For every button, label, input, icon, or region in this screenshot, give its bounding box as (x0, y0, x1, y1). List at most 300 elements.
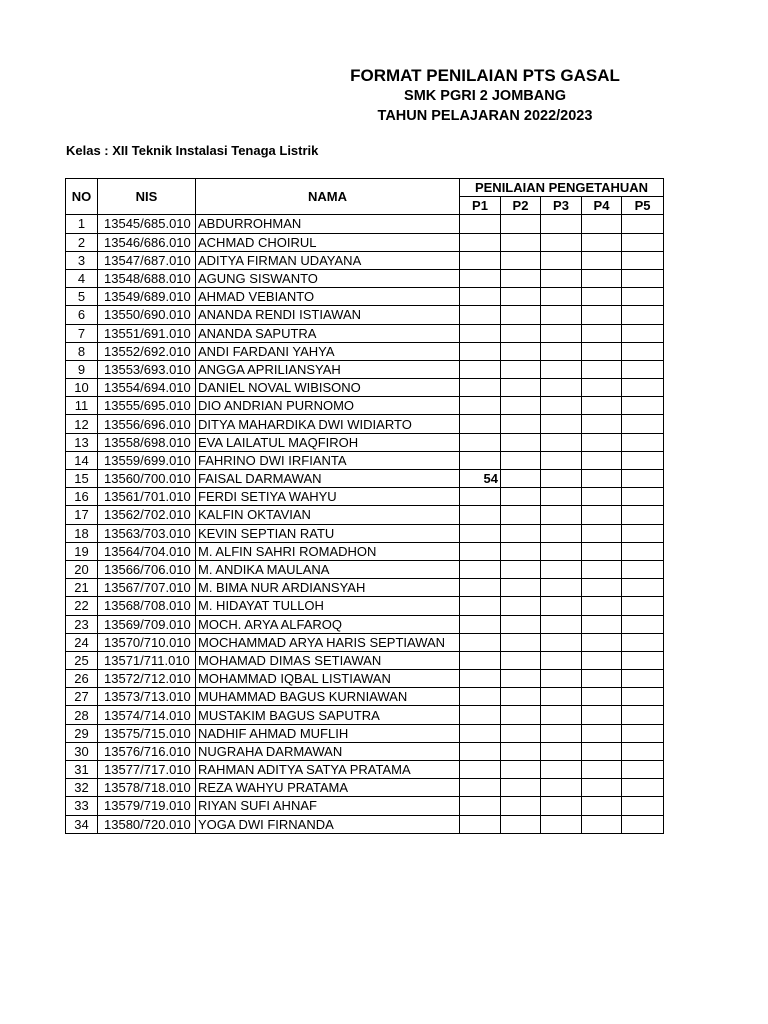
row-nis: 13548/688.010 (98, 269, 196, 287)
row-score-p1 (460, 415, 501, 433)
row-score-p2 (501, 560, 541, 578)
table-row (66, 797, 664, 815)
row-nis: 13571/711.010 (98, 651, 196, 669)
row-nis: 13578/718.010 (98, 779, 196, 797)
row-score-p3 (541, 488, 582, 506)
row-score-p5 (622, 288, 664, 306)
row-nis: 13552/692.010 (98, 342, 196, 360)
row-nis: 13576/716.010 (98, 742, 196, 760)
row-score-p4 (582, 288, 622, 306)
row-score-p1 (460, 761, 501, 779)
table-row (66, 251, 664, 269)
row-nama: DITYA MAHARDIKA DWI WIDIARTO (196, 415, 460, 433)
row-nis: 13575/715.010 (98, 724, 196, 742)
row-score-p3 (541, 233, 582, 251)
row-score-p1 (460, 670, 501, 688)
row-nama: YOGA DWI FIRNANDA (196, 815, 460, 833)
row-nis: 13551/691.010 (98, 324, 196, 342)
school-name: SMK PGRI 2 JOMBANG (404, 88, 566, 104)
row-score-p4 (582, 633, 622, 651)
row-nis: 13553/693.010 (98, 360, 196, 378)
row-nis: 13546/686.010 (98, 233, 196, 251)
row-score-p4 (582, 233, 622, 251)
row-nis: 13556/696.010 (98, 415, 196, 433)
row-nis: 13569/709.010 (98, 615, 196, 633)
row-score-p3 (541, 451, 582, 469)
row-score-p1 (460, 524, 501, 542)
row-nis: 13554/694.010 (98, 379, 196, 397)
row-score-p4 (582, 415, 622, 433)
row-nama: KEVIN SEPTIAN RATU (196, 524, 460, 542)
row-nama: RAHMAN ADITYA SATYA PRATAMA (196, 761, 460, 779)
table-row (66, 215, 664, 233)
row-nama: KALFIN OKTAVIAN (196, 506, 460, 524)
row-score-p5 (622, 524, 664, 542)
row-score-p4 (582, 615, 622, 633)
row-nama: M. BIMA NUR ARDIANSYAH (196, 579, 460, 597)
row-nama: ANDI FARDANI YAHYA (196, 342, 460, 360)
row-score-p4 (582, 742, 622, 760)
row-score-p4 (582, 488, 622, 506)
row-nis: 13572/712.010 (98, 670, 196, 688)
row-score-p5 (622, 633, 664, 651)
row-no: 29 (66, 724, 98, 742)
row-score-p4 (582, 379, 622, 397)
row-score-p4 (582, 724, 622, 742)
row-nama: MOHAMMAD IQBAL LISTIAWAN (196, 670, 460, 688)
row-score-p5 (622, 251, 664, 269)
row-nis: 13555/695.010 (98, 397, 196, 415)
row-score-p2 (501, 779, 541, 797)
row-score-p4 (582, 670, 622, 688)
row-no: 2 (66, 233, 98, 251)
table-row (66, 470, 664, 488)
row-score-p1 (460, 724, 501, 742)
row-score-p5 (622, 815, 664, 833)
row-score-p2 (501, 397, 541, 415)
row-nis: 13558/698.010 (98, 433, 196, 451)
row-score-p1 (460, 306, 501, 324)
row-score-p3 (541, 324, 582, 342)
row-no: 7 (66, 324, 98, 342)
header-nama: NAMA (196, 179, 460, 215)
table-row (66, 306, 664, 324)
row-nama: MOCHAMMAD ARYA HARIS SEPTIAWAN (196, 633, 460, 651)
grade-table (65, 178, 664, 834)
row-score-p1 (460, 779, 501, 797)
row-score-p4 (582, 524, 622, 542)
row-no: 25 (66, 651, 98, 669)
row-score-p3 (541, 651, 582, 669)
table-row (66, 488, 664, 506)
row-score-p5 (622, 488, 664, 506)
row-score-p2 (501, 651, 541, 669)
row-score-p2 (501, 306, 541, 324)
row-no: 18 (66, 524, 98, 542)
row-score-p4 (582, 215, 622, 233)
header-p5: P5 (622, 197, 664, 215)
row-score-p1 (460, 251, 501, 269)
row-score-p3 (541, 524, 582, 542)
row-score-p2 (501, 233, 541, 251)
row-nama: M. ANDIKA MAULANA (196, 560, 460, 578)
row-score-p1 (460, 742, 501, 760)
row-score-p5 (622, 342, 664, 360)
row-score-p5 (622, 324, 664, 342)
row-no: 32 (66, 779, 98, 797)
row-nis: 13547/687.010 (98, 251, 196, 269)
row-score-p5 (622, 761, 664, 779)
row-score-p5 (622, 779, 664, 797)
header-p4: P4 (582, 197, 622, 215)
row-nama: ACHMAD CHOIRUL (196, 233, 460, 251)
table-row (66, 761, 664, 779)
student-rows (66, 215, 664, 833)
row-score-p3 (541, 670, 582, 688)
row-nis: 13550/690.010 (98, 306, 196, 324)
row-no: 12 (66, 415, 98, 433)
row-score-p1 (460, 397, 501, 415)
row-score-p1 (460, 597, 501, 615)
row-score-p5 (622, 742, 664, 760)
row-score-p2 (501, 542, 541, 560)
row-score-p3 (541, 579, 582, 597)
row-score-p4 (582, 360, 622, 378)
row-score-p1 (460, 269, 501, 287)
row-score-p1 (460, 342, 501, 360)
row-score-p4 (582, 761, 622, 779)
row-score-p4 (582, 797, 622, 815)
row-nama: FERDI SETIYA WAHYU (196, 488, 460, 506)
row-score-p4 (582, 815, 622, 833)
row-score-p2 (501, 761, 541, 779)
row-score-p4 (582, 324, 622, 342)
table-row (66, 524, 664, 542)
row-nis: 13561/701.010 (98, 488, 196, 506)
row-score-p2 (501, 797, 541, 815)
row-score-p1: 54 (460, 470, 501, 488)
row-score-p2 (501, 433, 541, 451)
row-score-p5 (622, 506, 664, 524)
academic-year: TAHUN PELAJARAN 2022/2023 (377, 108, 593, 124)
row-no: 33 (66, 797, 98, 815)
row-score-p4 (582, 560, 622, 578)
row-nis: 13577/717.010 (98, 761, 196, 779)
row-no: 15 (66, 470, 98, 488)
row-score-p4 (582, 342, 622, 360)
row-score-p3 (541, 415, 582, 433)
row-score-p2 (501, 251, 541, 269)
row-score-p4 (582, 706, 622, 724)
row-nama: FAISAL DARMAWAN (196, 470, 460, 488)
row-nis: 13562/702.010 (98, 506, 196, 524)
row-score-p2 (501, 524, 541, 542)
row-score-p5 (622, 215, 664, 233)
row-score-p3 (541, 360, 582, 378)
row-nama: NUGRAHA DARMAWAN (196, 742, 460, 760)
table-row (66, 579, 664, 597)
row-nama: MUSTAKIM BAGUS SAPUTRA (196, 706, 460, 724)
row-score-p2 (501, 633, 541, 651)
row-no: 3 (66, 251, 98, 269)
table-row (66, 433, 664, 451)
row-score-p1 (460, 560, 501, 578)
row-score-p4 (582, 542, 622, 560)
row-no: 22 (66, 597, 98, 615)
row-score-p5 (622, 233, 664, 251)
row-score-p2 (501, 360, 541, 378)
row-score-p3 (541, 779, 582, 797)
row-no: 1 (66, 215, 98, 233)
header-p2: P2 (501, 197, 541, 215)
table-row (66, 597, 664, 615)
row-score-p3 (541, 761, 582, 779)
row-score-p2 (501, 615, 541, 633)
row-score-p3 (541, 706, 582, 724)
row-score-p5 (622, 415, 664, 433)
row-score-p2 (501, 451, 541, 469)
table-row (66, 706, 664, 724)
row-score-p3 (541, 433, 582, 451)
row-no: 34 (66, 815, 98, 833)
table-row (66, 342, 664, 360)
row-score-p1 (460, 542, 501, 560)
row-nama: REZA WAHYU PRATAMA (196, 779, 460, 797)
row-score-p4 (582, 397, 622, 415)
table-row (66, 779, 664, 797)
row-score-p1 (460, 433, 501, 451)
row-no: 5 (66, 288, 98, 306)
row-score-p4 (582, 779, 622, 797)
row-no: 4 (66, 269, 98, 287)
row-nama: M. HIDAYAT TULLOH (196, 597, 460, 615)
row-no: 27 (66, 688, 98, 706)
table-row (66, 670, 664, 688)
row-nis: 13579/719.010 (98, 797, 196, 815)
row-score-p3 (541, 724, 582, 742)
header-p3: P3 (541, 197, 582, 215)
row-score-p3 (541, 215, 582, 233)
row-no: 16 (66, 488, 98, 506)
row-nama: ANGGA APRILIANSYAH (196, 360, 460, 378)
table-row (66, 633, 664, 651)
table-row (66, 288, 664, 306)
class-label: Kelas : XII Teknik Instalasi Tenaga Listrik (66, 143, 319, 158)
row-nama: DANIEL NOVAL WIBISONO (196, 379, 460, 397)
row-score-p2 (501, 724, 541, 742)
row-nama: AGUNG SISWANTO (196, 269, 460, 287)
header-nis: NIS (98, 179, 196, 215)
row-no: 20 (66, 560, 98, 578)
row-score-p1 (460, 815, 501, 833)
row-score-p5 (622, 706, 664, 724)
row-nis: 13580/720.010 (98, 815, 196, 833)
row-nama: MOHAMAD DIMAS SETIAWAN (196, 651, 460, 669)
row-score-p3 (541, 815, 582, 833)
row-score-p3 (541, 615, 582, 633)
row-score-p2 (501, 215, 541, 233)
row-score-p3 (541, 269, 582, 287)
row-no: 17 (66, 506, 98, 524)
row-score-p3 (541, 742, 582, 760)
row-score-p1 (460, 451, 501, 469)
row-score-p5 (622, 470, 664, 488)
row-nis: 13570/710.010 (98, 633, 196, 651)
row-score-p5 (622, 542, 664, 560)
row-score-p3 (541, 306, 582, 324)
row-score-p2 (501, 506, 541, 524)
row-no: 24 (66, 633, 98, 651)
row-nis: 13560/700.010 (98, 470, 196, 488)
row-score-p1 (460, 633, 501, 651)
row-score-p5 (622, 560, 664, 578)
row-score-p2 (501, 324, 541, 342)
row-score-p3 (541, 506, 582, 524)
row-score-p3 (541, 597, 582, 615)
row-score-p1 (460, 360, 501, 378)
row-nama: RIYAN SUFI AHNAF (196, 797, 460, 815)
row-score-p1 (460, 797, 501, 815)
row-score-p5 (622, 397, 664, 415)
row-no: 21 (66, 579, 98, 597)
row-score-p1 (460, 324, 501, 342)
row-score-p2 (501, 670, 541, 688)
row-score-p2 (501, 342, 541, 360)
row-score-p5 (622, 651, 664, 669)
row-score-p5 (622, 306, 664, 324)
table-row (66, 360, 664, 378)
row-score-p3 (541, 470, 582, 488)
row-score-p3 (541, 288, 582, 306)
row-score-p4 (582, 506, 622, 524)
row-score-p3 (541, 342, 582, 360)
row-score-p1 (460, 288, 501, 306)
row-score-p1 (460, 506, 501, 524)
row-score-p1 (460, 579, 501, 597)
document-title: FORMAT PENILAIAN PTS GASAL (350, 66, 620, 85)
row-nama: FAHRINO DWI IRFIANTA (196, 451, 460, 469)
row-no: 23 (66, 615, 98, 633)
row-score-p2 (501, 742, 541, 760)
row-nama: M. ALFIN SAHRI ROMADHON (196, 542, 460, 560)
row-nis: 13564/704.010 (98, 542, 196, 560)
row-no: 8 (66, 342, 98, 360)
row-nis: 13567/707.010 (98, 579, 196, 597)
row-score-p2 (501, 470, 541, 488)
row-score-p5 (622, 670, 664, 688)
row-score-p1 (460, 651, 501, 669)
row-nama: ANANDA RENDI ISTIAWAN (196, 306, 460, 324)
row-nama: NADHIF AHMAD MUFLIH (196, 724, 460, 742)
row-score-p1 (460, 215, 501, 233)
row-score-p4 (582, 433, 622, 451)
row-nama: ABDURROHMAN (196, 215, 460, 233)
row-nis: 13545/685.010 (98, 215, 196, 233)
row-score-p3 (541, 251, 582, 269)
row-nama: DIO ANDRIAN PURNOMO (196, 397, 460, 415)
row-nis: 13566/706.010 (98, 560, 196, 578)
row-nama: MUHAMMAD BAGUS KURNIAWAN (196, 688, 460, 706)
row-nis: 13563/703.010 (98, 524, 196, 542)
table-row (66, 742, 664, 760)
row-score-p4 (582, 269, 622, 287)
row-score-p1 (460, 379, 501, 397)
row-no: 13 (66, 433, 98, 451)
row-score-p2 (501, 269, 541, 287)
row-nis: 13568/708.010 (98, 597, 196, 615)
row-score-p2 (501, 415, 541, 433)
row-score-p5 (622, 433, 664, 451)
row-score-p2 (501, 706, 541, 724)
row-score-p2 (501, 379, 541, 397)
row-score-p1 (460, 615, 501, 633)
row-score-p2 (501, 288, 541, 306)
row-score-p1 (460, 706, 501, 724)
row-no: 19 (66, 542, 98, 560)
row-no: 14 (66, 451, 98, 469)
row-score-p4 (582, 597, 622, 615)
row-nama: AHMAD VEBIANTO (196, 288, 460, 306)
row-score-p5 (622, 724, 664, 742)
row-score-p3 (541, 397, 582, 415)
row-score-p5 (622, 360, 664, 378)
table-row (66, 651, 664, 669)
table-row (66, 506, 664, 524)
row-score-p5 (622, 579, 664, 597)
table-row (66, 815, 664, 833)
row-no: 26 (66, 670, 98, 688)
row-score-p2 (501, 579, 541, 597)
table-row (66, 324, 664, 342)
row-score-p4 (582, 579, 622, 597)
table-row (66, 688, 664, 706)
row-score-p4 (582, 306, 622, 324)
row-nama: ANANDA SAPUTRA (196, 324, 460, 342)
table-row (66, 397, 664, 415)
row-score-p5 (622, 688, 664, 706)
table-row (66, 724, 664, 742)
row-no: 11 (66, 397, 98, 415)
row-score-p2 (501, 488, 541, 506)
row-score-p2 (501, 815, 541, 833)
row-nis: 13549/689.010 (98, 288, 196, 306)
row-score-p4 (582, 251, 622, 269)
row-score-p3 (541, 560, 582, 578)
row-score-p5 (622, 615, 664, 633)
row-score-p3 (541, 379, 582, 397)
table-row (66, 269, 664, 287)
row-no: 30 (66, 742, 98, 760)
table-row (66, 233, 664, 251)
row-score-p5 (622, 379, 664, 397)
row-score-p4 (582, 688, 622, 706)
row-score-p4 (582, 451, 622, 469)
row-score-p5 (622, 269, 664, 287)
row-score-p1 (460, 233, 501, 251)
row-no: 10 (66, 379, 98, 397)
row-nama: ADITYA FIRMAN UDAYANA (196, 251, 460, 269)
row-score-p5 (622, 597, 664, 615)
row-nis: 13559/699.010 (98, 451, 196, 469)
row-nama: EVA LAILATUL MAQFIROH (196, 433, 460, 451)
table-row (66, 542, 664, 560)
row-score-p1 (460, 488, 501, 506)
table-row (66, 379, 664, 397)
row-no: 31 (66, 761, 98, 779)
row-score-p1 (460, 688, 501, 706)
row-score-p4 (582, 651, 622, 669)
row-score-p3 (541, 688, 582, 706)
